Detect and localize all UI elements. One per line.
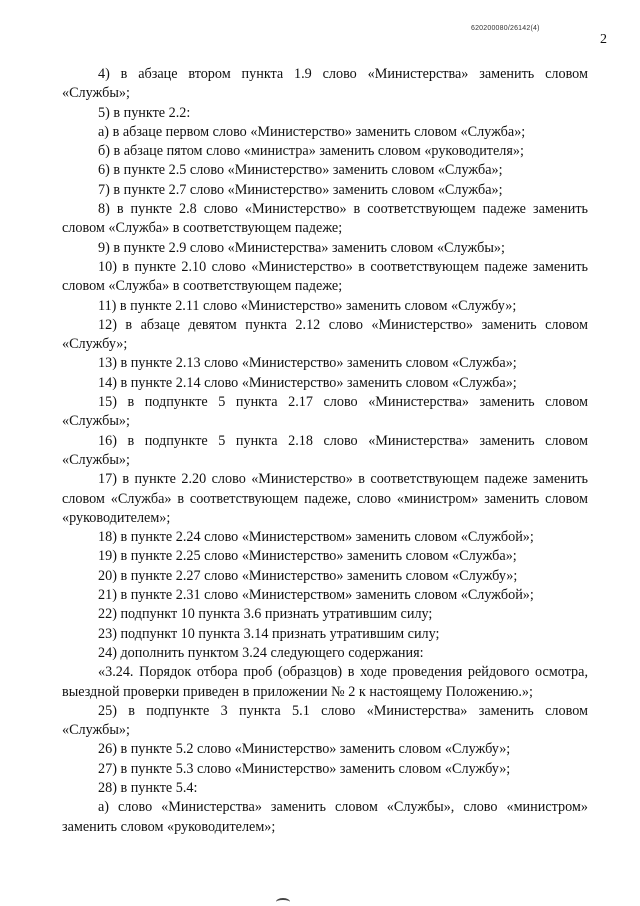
amendment-subitem: а) в абзаце первом слово «Министерство» заменить словом «Служба»; — [98, 123, 526, 140]
amendment-item: 16) в подпункте 5 пункта 2.18 слово «Министерства» заменить словом «Службы»; — [62, 432, 588, 468]
amendment-item: 22) подпункт 10 пункта 3.6 признать утратившим силу; — [98, 606, 433, 623]
amendment-item: 25) в подпункте 3 пункта 5.1 слово «Министерства» заменить словом «Службы»; — [62, 702, 588, 739]
amendment-item: 15) в подпункте 5 пункта 2.17 слово «Министерства» заменить словом «Службы»; — [62, 394, 588, 430]
amendment-item: 24) дополнить пунктом 3.24 следующего содержания: — [98, 644, 424, 661]
document-body — [62, 65, 588, 837]
amendment-item: 6) в пункте 2.5 слово «Министерство» заменить словом «Служба»; — [98, 162, 503, 179]
amendment-item: 10) в пункте 2.10 слово «Министерство» в соответствующем падеже заменить словом «Служба» в соответствующем падеже; — [62, 258, 588, 295]
amendment-item: 12) в абзаце девятом пункта 2.12 слово «Министерство» заменить словом «Службу»; — [62, 316, 588, 353]
amendment-item: 8) в пункте 2.8 слово «Министерство» в соответствующем падеже заменить словом «Служба» в соответствующем падеже; — [62, 201, 588, 237]
amendment-item: 13) в пункте 2.13 слово «Министерство» заменить словом «Служба»; — [98, 355, 517, 372]
document-code: 620200080/26142(4) — [471, 25, 540, 32]
amendment-item: 23) подпункт 10 пункта 3.14 признать утратившим силу; — [98, 625, 440, 642]
amendment-item: 5) в пункте 2.2: — [98, 104, 191, 121]
page-number: 2 — [600, 32, 607, 47]
amendment-item: 4) в абзаце втором пункта 1.9 слово «Министерства» заменить словом «Службы»; — [62, 66, 588, 102]
amendment-item: 9) в пункте 2.9 слово «Министерства» заменить словом «Службы»; — [98, 239, 505, 256]
amendment-item: 11) в пункте 2.11 слово «Министерство» заменить словом «Службу»; — [98, 297, 517, 314]
amendment-item: 27) в пункте 5.3 слово «Министерство» заменить словом «Службу»; — [98, 760, 511, 777]
amendment-item: 20) в пункте 2.27 слово «Министерство» заменить словом «Службу»; — [98, 567, 518, 584]
amendment-item: 18) в пункте 2.24 слово «Министерством» заменить словом «Службой»; — [98, 529, 534, 546]
amendment-item: 7) в пункте 2.7 слово «Министерство» заменить словом «Служба»; — [98, 181, 503, 198]
quoted-new-clause: «3.24. Порядок отбора проб (образцов) в ходе проведения рейдового осмотра, выездной проверки приведен в приложении № 2 к настоящему Положению.»; — [62, 664, 588, 700]
amendment-item: 19) в пункте 2.25 слово «Министерство» заменить словом «Служба»; — [98, 548, 517, 565]
amendment-item: 14) в пункте 2.14 слово «Министерство» заменить словом «Служба»; — [98, 374, 517, 391]
amendment-subitem: б) в абзаце пятом слово «министра» заменить словом «руководителя»; — [98, 143, 524, 160]
amendment-subitem: а) слово «Министерства» заменить словом «Службы», слово «министром» заменить словом «руководителем»; — [62, 799, 588, 835]
amendment-item: 21) в пункте 2.31 слово «Министерством» заменить словом «Службой»; — [98, 587, 534, 604]
amendment-item: 28) в пункте 5.4: — [98, 779, 198, 796]
amendment-item: 26) в пункте 5.2 слово «Министерство» заменить словом «Службу»; — [98, 741, 511, 758]
amendment-item: 17) в пункте 2.20 слово «Министерство» в соответствующем падеже заменить словом «Служба» в соответствующем падеже, слово «министром» заменить словом «руководителем»; — [62, 471, 588, 526]
